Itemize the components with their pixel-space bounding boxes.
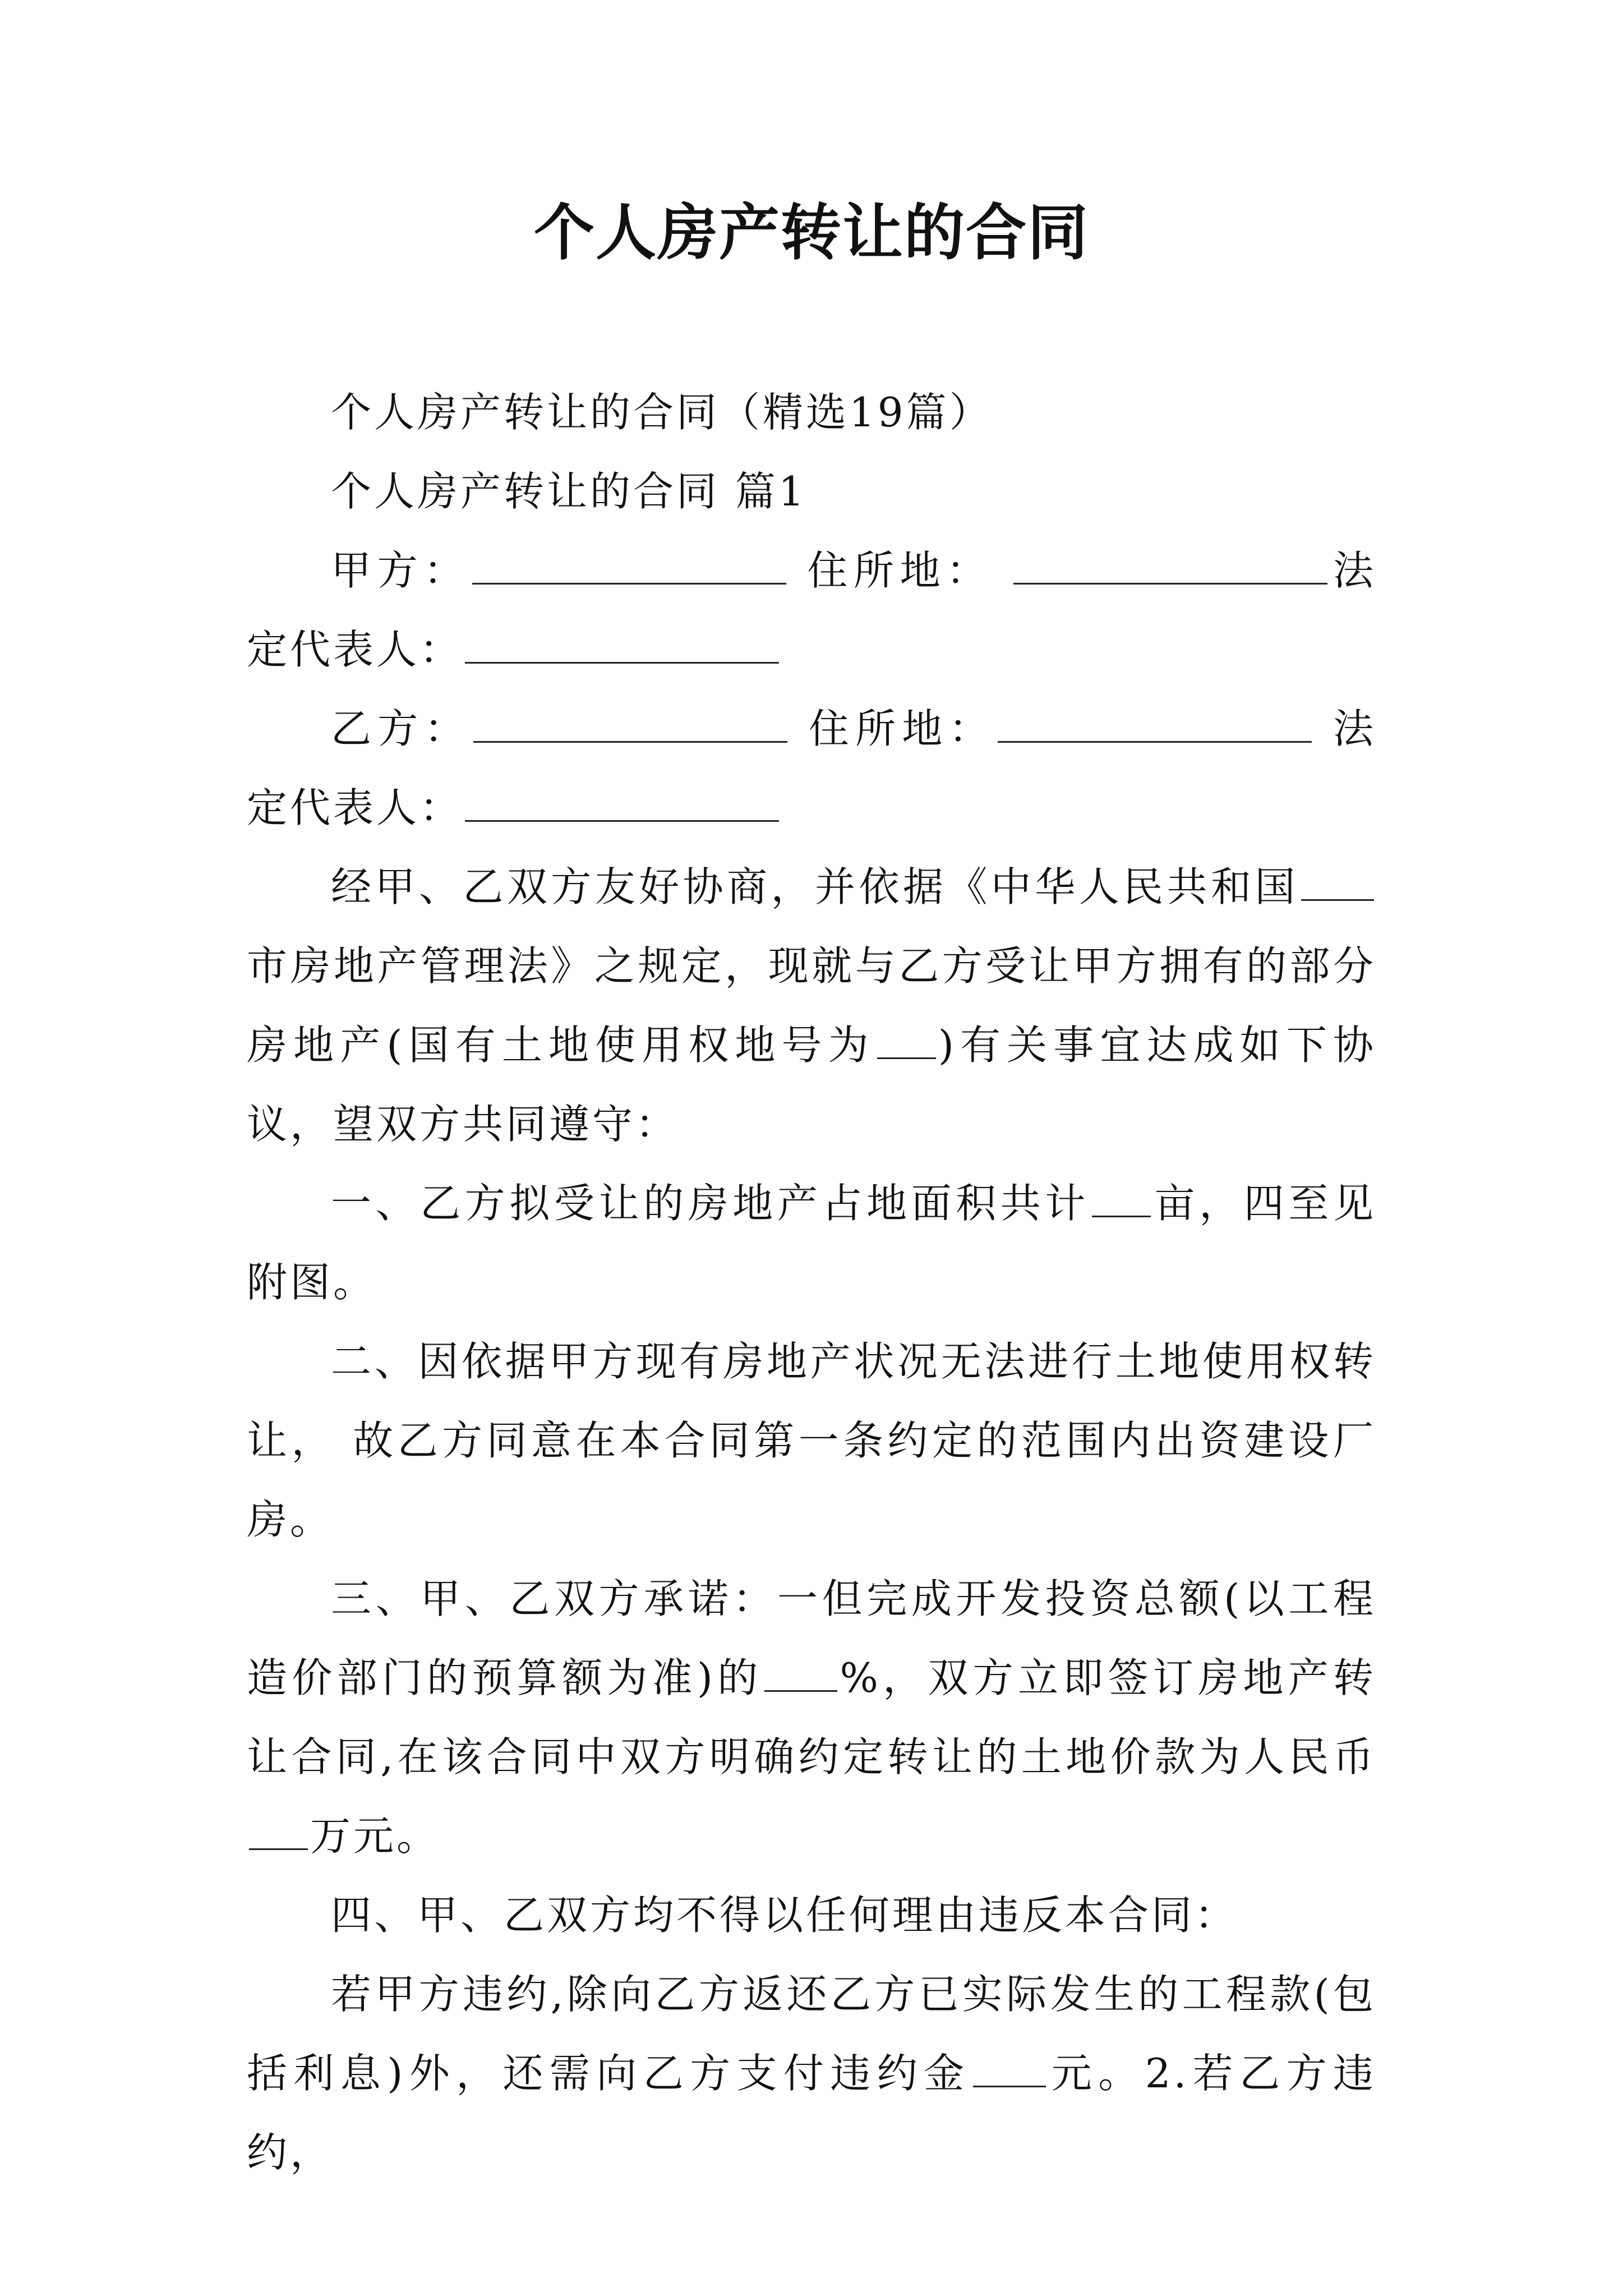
paragraph-breach xyxy=(247,1955,1376,2192)
party-b-representative-blank xyxy=(465,786,779,822)
party-b-label: 乙方： xyxy=(331,705,471,752)
party-b-address-label: 住所地： xyxy=(789,705,995,752)
preamble-text-2: 市房地产管理法》之规定，现就与乙方受让甲方拥有的部分房地产(国有土地使用权地号为 xyxy=(247,942,1376,1069)
clause-3-text-1: 三、甲、乙双方承诺：一但完成开发投资总额(以工程造价部门的预算额为准)的 xyxy=(247,1575,1376,1701)
breach-text-2: 元。2.若乙方违约， xyxy=(247,2050,1376,2176)
preamble-text-3: )有关事宜达成如下协议，望双方共同遵守： xyxy=(247,1022,1377,1148)
party-a-representative-blank xyxy=(465,628,779,664)
paragraph-clause-1 xyxy=(247,1164,1376,1322)
paragraph-section-heading: 个人房产转让的合同 篇1 xyxy=(331,468,807,515)
paragraph-clause-3 xyxy=(247,1559,1376,1876)
penalty-blank xyxy=(973,2052,1046,2087)
clause-3-text-2: %，双方立即签订房地产转让合同,在该合同中双方明确约定转让的土地价款为人民币 xyxy=(247,1654,1377,1780)
paragraph-subtitle: 个人房产转让的合同（精选19篇） xyxy=(331,389,993,436)
party-a-address-label: 住所地： xyxy=(788,547,1012,594)
document-title: 个人房产转让的合同 xyxy=(533,197,1089,268)
price-blank xyxy=(249,1815,308,1850)
clause-1-text-1: 一、乙方拟受让的房地产占地面积共计 xyxy=(331,1180,1090,1227)
city-blank xyxy=(1301,866,1374,901)
paragraph-party-a xyxy=(247,531,1376,689)
clause-1-text-2: 亩，四至见附图。 xyxy=(247,1180,1376,1306)
clause-3-text-3: 万元。 xyxy=(310,1812,440,1860)
party-a-label: 甲方： xyxy=(331,547,470,594)
preamble-text-1: 经甲、乙双方友好协商，并依据《中华人民共和国 xyxy=(331,863,1299,910)
document-body xyxy=(247,373,1376,2192)
party-a-blank xyxy=(472,549,786,585)
percent-blank xyxy=(764,1657,837,1692)
paragraph-preamble xyxy=(247,848,1376,1164)
breach-text-1: 若甲方违约,除向乙方返还乙方已实际发生的工程款(包括利息)外，还需向乙方支付违约金 xyxy=(247,1971,1376,2097)
party-b-representative-label: 法定代表人： xyxy=(247,705,1377,831)
party-a-address-blank xyxy=(1013,549,1327,585)
paragraph-party-b xyxy=(247,689,1376,848)
paragraph-clause-4: 四、甲、乙双方均不得以任何理由违反本合同： xyxy=(331,1892,1238,1939)
paragraph-clause-2: 二、因依据甲方现有房地产状况无法进行土地使用权转让， 故乙方同意在本合同第一条约定的范围内出资建设厂房。 xyxy=(247,1338,1376,1543)
party-b-address-blank xyxy=(998,707,1312,743)
party-a-representative-label: 法定代表人： xyxy=(247,547,1376,673)
party-b-blank xyxy=(473,707,787,743)
land-number-blank xyxy=(877,1024,936,1059)
area-blank xyxy=(1092,1182,1151,1217)
